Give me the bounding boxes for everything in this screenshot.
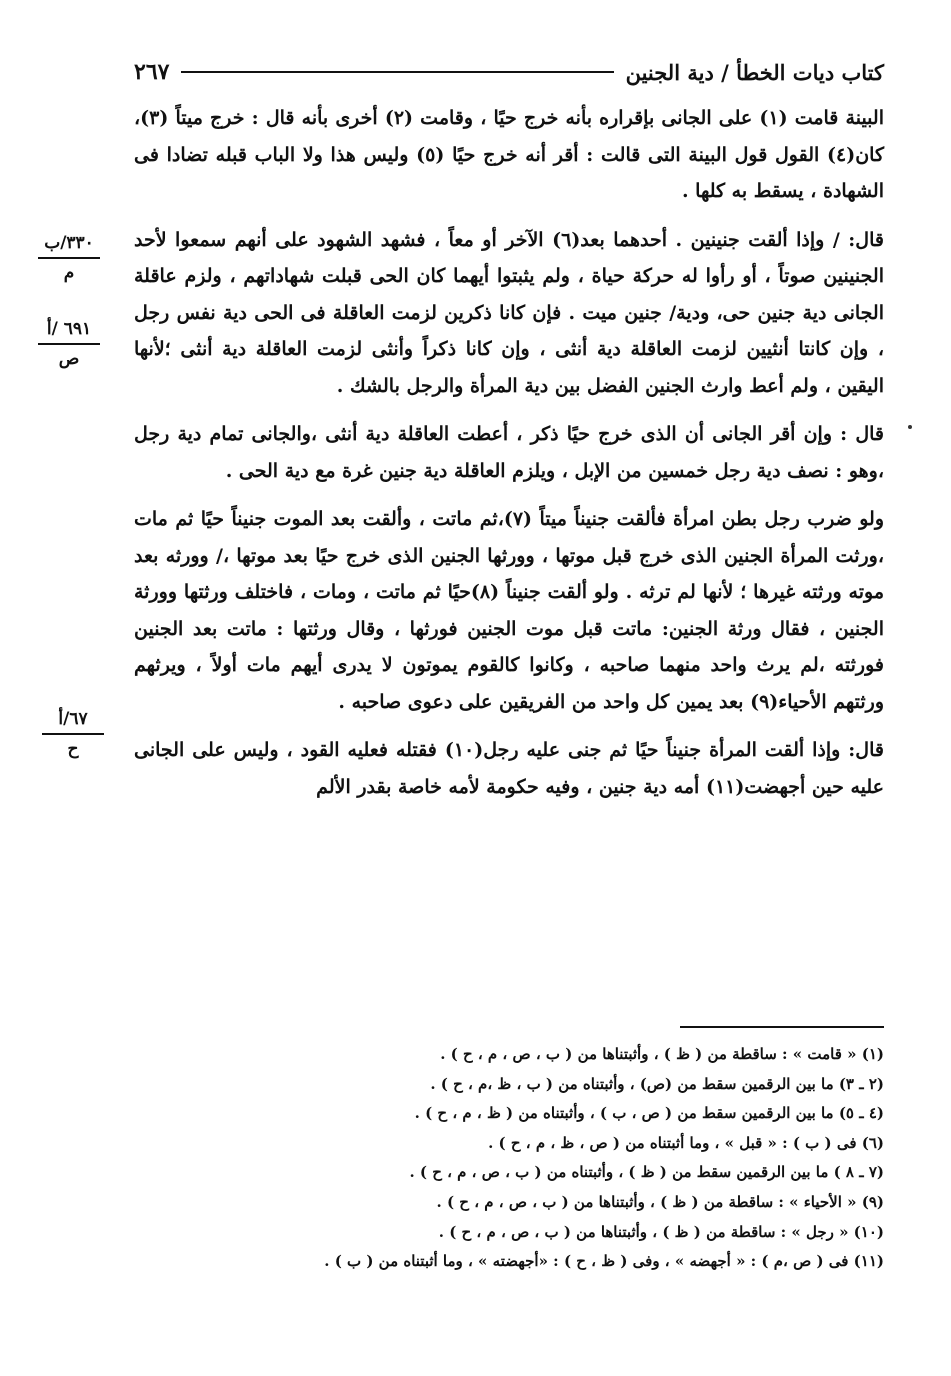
paragraph	[134, 416, 884, 489]
paragraph	[134, 732, 884, 805]
paragraph	[134, 100, 884, 210]
paragraph	[134, 501, 884, 720]
footnote: (٢ ـ ٣) ما بين الرقمين سقط من (ص) ، وأثبتناه من ( ب ، ظ ،م ، ح ) .	[430, 1074, 884, 1093]
footnotes	[180, 1040, 884, 1277]
footnote: (٦) فى ( ب ) : « قبل » ، وما أثبتناه من ( ص ، ظ ، م ، ح ) .	[488, 1133, 884, 1152]
paragraph-lead: قال:	[848, 739, 884, 761]
footnote: (٤ ـ ٥) ما بين الرقمين سقط من ( ص ، ب ) ، وأثبتناه من ( ظ ، م ، ح ) .	[414, 1104, 884, 1123]
running-header	[134, 52, 884, 92]
header-rule	[181, 71, 613, 73]
margin-note: ٦٩١ /أ ص	[38, 318, 100, 370]
paragraph-text: وإن أقر الجانى أن الذى خرج حيًا ذكر ، أعطت العاقلة دية أنثى ،والجانى تمام دية رجل ،وهو : نصف دية رجل خمسين من الإبل ، ويلزم العاقلة دية جنين غرة مع دية الحى .	[134, 423, 884, 482]
paragraph-lead: قال :	[840, 423, 884, 445]
margin-note: ٦٧/أ ح	[42, 708, 104, 760]
running-title: كتاب ديات الخطأ / دية الجنين	[625, 59, 884, 85]
paragraph-text: وإذا ألقت المرأة جنيناً حيًا ثم جنى عليه رجل(١٠) فقتله فعليه القود ، وليس على الجانى عليه حين أجهضت(١١) أمه دية جنين ، وفيه حكومة لأمه خاصة بقدر الألم	[134, 739, 884, 798]
footnote: (١١) فى ( ص ،م ) : « أجهضه » ، وفى ( ظ ، ح ) : «أجهضته » ، وما أثبتناه من ( ب ) .	[324, 1252, 884, 1271]
page-speck	[908, 425, 912, 429]
margin-note: ٣٣٠/ب م	[38, 232, 100, 284]
footnote: (٩) « الأحياء » : ساقطة من ( ظ ) ، وأثبتناها من ( ب ، ص ، م ، ح ) .	[436, 1192, 884, 1211]
paragraph-lead: قال:	[848, 228, 884, 251]
paragraph-text: ولو ضرب رجل بطن امرأة فألقت جنيناً ميتاً (٧)،ثم ماتت ، وألقت بعد الموت جنيناً حيًا ثم مات ،ورثت المرأة الجنين الذى خرج قبل موتها ، وورثها الجنين الذى خرج حيًا بعد موتها ،/ وورثه بعد موته ورثته غيرها ؛ لأنها لم ترثه . ولو ألقت جنيناً (٨)حيًا ثم ماتت ، ومات ، فاختلف ورثتها وورثة الجنين ، فقال ورثة الجنين: ماتت قبل موت الجنين فورثها ، وقال ورثتها : ماتت بعد الجنين فورثته ،لم يرث واحد منهما صاحبه ، وكانوا كالقوم يموتون لا يدرى أيهم مات أولاً ، ويرثهم ورثتهم الأحياء(٩) بعد يمين كل واحد من الفريقين على دعوى صاحبه .	[134, 508, 884, 713]
footnote: (١) « قامت » : ساقطة من ( ظ ) ، وأثبتناها من ( ب ، ص ، م ، ح ) .	[440, 1045, 884, 1063]
footnote-rule	[680, 1026, 884, 1028]
footnote: (١٠) « رجل » : ساقطة من ( ظ ) ، وأثبتناها من ( ب ، ص ، م ، ح ) .	[438, 1222, 884, 1241]
footnote: (٧ ـ ٨ ) ما بين الرقمين سقط من ( ظ ) ، وأثبتناه من ( ب ، ص ، م ، ح ) .	[409, 1163, 884, 1182]
main-text	[134, 100, 884, 805]
page-number: ٢٦٧	[134, 59, 170, 85]
paragraph-text: البينة قامت (١) على الجانى بإقراره بأنه خرج حيًا ، وقامت (٢) أخرى بأنه قال : خرج ميتاً (٣)، كان(٤) القول قول البينة التى قالت : أقر أنه خرج حيًا (٥) وليس هذا ولا الباب قبله تضادا فى الشهادة ، يسقط به كلها .	[134, 107, 884, 202]
paragraph-text: / وإذا ألقت جنينين . أحدهما بعد(٦) الآخر أو معاً ، فشهد الشهود على أنهم سمعوا لأحد الجنينين صوتاً ، أو رأوا له حركة حياة ، ولم يثبتوا أيهما كان الحى قبلت شهاداتهم ، ولزم عاقلة الجانى دية جنين حى، ودية/ جنين ميت . فإن كانا ذكرين لزمت العاقلة فى الحى دية نفس رجل ، وإن كانتا أنثيين لزمت العاقلة دية أنثى ، وإن كانا ذكراً وأنثى لزمت العاقلة دية أنثى ؛لأنها اليقين ، ولم أعط وارث الجنين الفضل بين دية المرأة والرجل بالشك .	[134, 228, 884, 397]
paragraph	[134, 222, 884, 405]
